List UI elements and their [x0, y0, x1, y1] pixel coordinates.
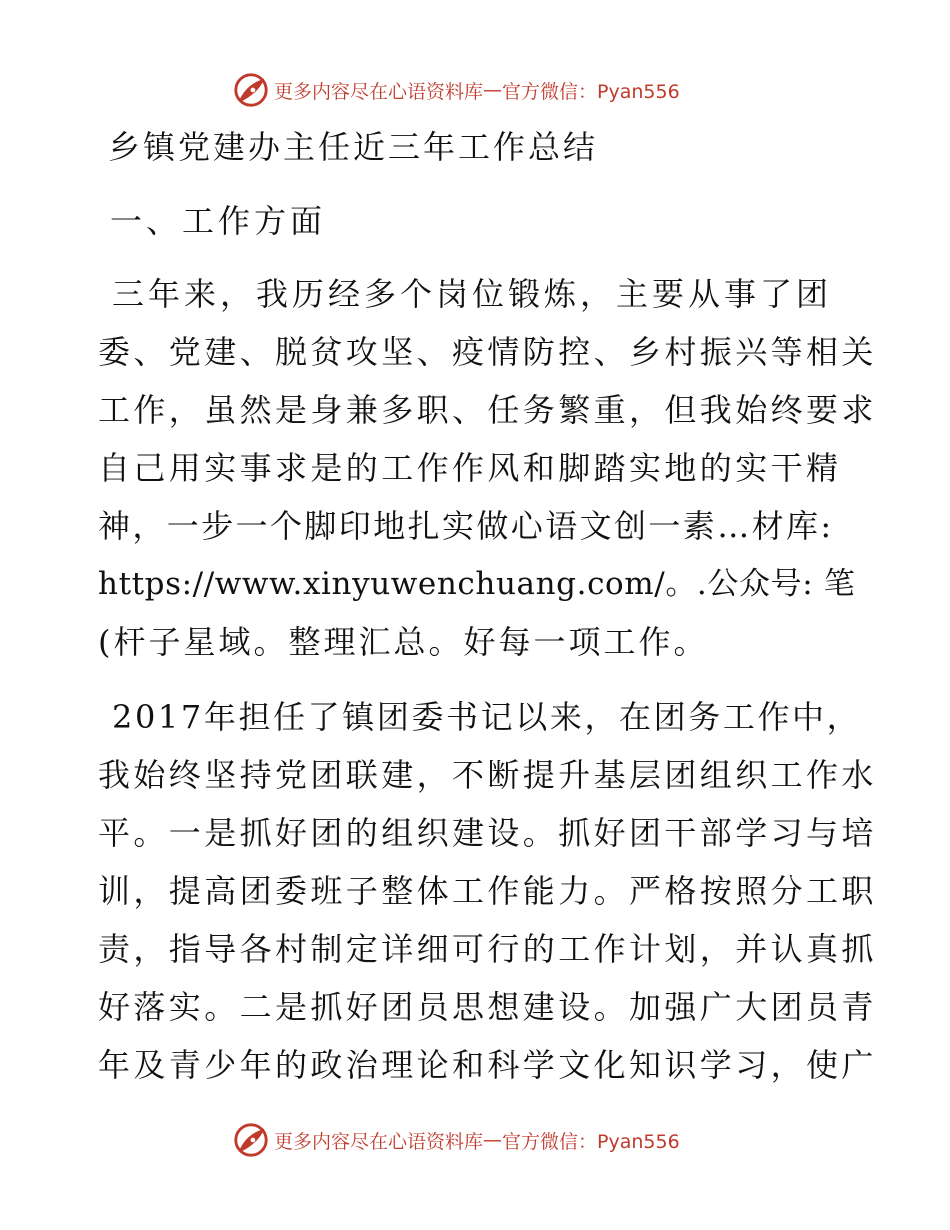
pen-nib-logo-icon	[232, 1121, 270, 1159]
paragraph-line: 我始终坚持党团联建，不断提升基层团组织工作水	[98, 756, 877, 794]
footer-banner	[232, 1120, 680, 1160]
banner-text: 更多内容尽在心语资料库	[274, 1130, 484, 1153]
paragraph-line: 工作，虽然是身兼多职、任务繁重，但我始终要求	[98, 391, 877, 429]
banner-separator: —	[483, 1129, 503, 1151]
section-heading: 一、工作方面	[110, 202, 327, 240]
paragraph-line: 2017年担任了镇团委书记以来，在团务工作中，	[112, 698, 862, 736]
paragraph-line: 好落实。二是抓好团员思想建设。加强广大团员青	[98, 988, 877, 1026]
paragraph-line: 年及青少年的政治理论和科学文化知识学习，使广	[98, 1046, 877, 1084]
paragraph-line: 平。一是抓好团的组织建设。抓好团干部学习与培	[98, 814, 877, 852]
paragraph-line: (杆子星域。整理汇总。好每一项工作。	[98, 623, 709, 661]
paragraph-line: 神，一步一个脚印地扎实做心语文创一素…材库:	[98, 507, 834, 545]
banner-wechat: 官方微信：Pyan556	[502, 1130, 680, 1153]
pen-nib-logo-icon	[232, 71, 270, 109]
paragraph-line: https://www.xinyuwenchuang.com/。.公众号: 笔	[98, 566, 856, 602]
paragraph-line: 委、党建、脱贫攻坚、疫情防控、乡村振兴等相关	[98, 333, 877, 371]
paragraph-line: 责，指导各村制定详细可行的工作计划，并认真抓	[98, 930, 877, 968]
document-title: 乡镇党建办主任近三年工作总结	[108, 128, 599, 166]
banner-separator: —	[483, 79, 503, 101]
header-banner	[232, 70, 680, 110]
banner-wechat: 官方微信：Pyan556	[502, 80, 680, 103]
paragraph-line: 自己用实事求是的工作作风和脚踏实地的实干精	[98, 449, 842, 487]
paragraph-line: 训，提高团委班子整体工作能力。严格按照分工职	[98, 872, 877, 910]
paragraph-line: 三年来，我历经多个岗位锻炼，主要从事了团	[112, 275, 833, 313]
banner-text: 更多内容尽在心语资料库	[274, 80, 484, 103]
